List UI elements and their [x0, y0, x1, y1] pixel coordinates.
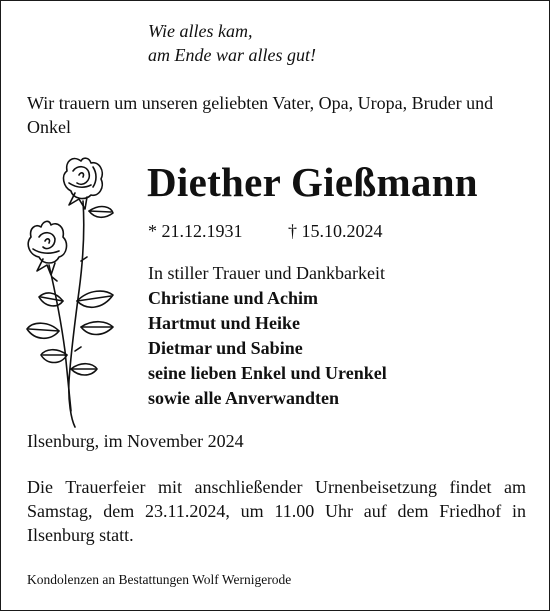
intro-text: Wir trauern um unseren geliebten Vater, Opa, Uropa, Bruder und Onkel — [27, 93, 494, 137]
mourner-name: Hartmut und Heike — [148, 313, 301, 333]
mourner-name: seine lieben Enkel und Urenkel — [148, 363, 387, 383]
mourners-block — [148, 261, 387, 411]
place-and-date: Ilsenburg, im November 2024 — [27, 431, 244, 451]
motto-line-2: am Ende war alles gut! — [148, 45, 316, 65]
motto — [148, 19, 316, 67]
mourner-name: Christiane und Achim — [148, 288, 319, 308]
mourners-intro: In stiller Trauer und Dankbarkeit — [148, 263, 385, 283]
rose-illustration-icon — [19, 151, 129, 431]
deceased-name: Diether Gießmann — [147, 159, 478, 205]
mourner-name: sowie alle Anverwandten — [148, 388, 339, 408]
mourner-name: Dietmar und Sabine — [148, 338, 303, 358]
motto-line-1: Wie alles kam, — [148, 21, 253, 41]
funeral-notice: Die Trauerfeier mit anschließender Urnenbeisetzung findet am Samstag, dem 23.11.2024, um 11.00 Uhr auf dem Friedhof in Ilsenburg statt. — [27, 477, 526, 545]
life-dates — [148, 219, 383, 243]
birth-date: * 21.12.1931 — [148, 221, 243, 241]
death-date: † 15.10.2024 — [288, 221, 383, 241]
condolence-note: Kondolenzen an Bestattungen Wolf Wernigerode — [27, 572, 292, 587]
